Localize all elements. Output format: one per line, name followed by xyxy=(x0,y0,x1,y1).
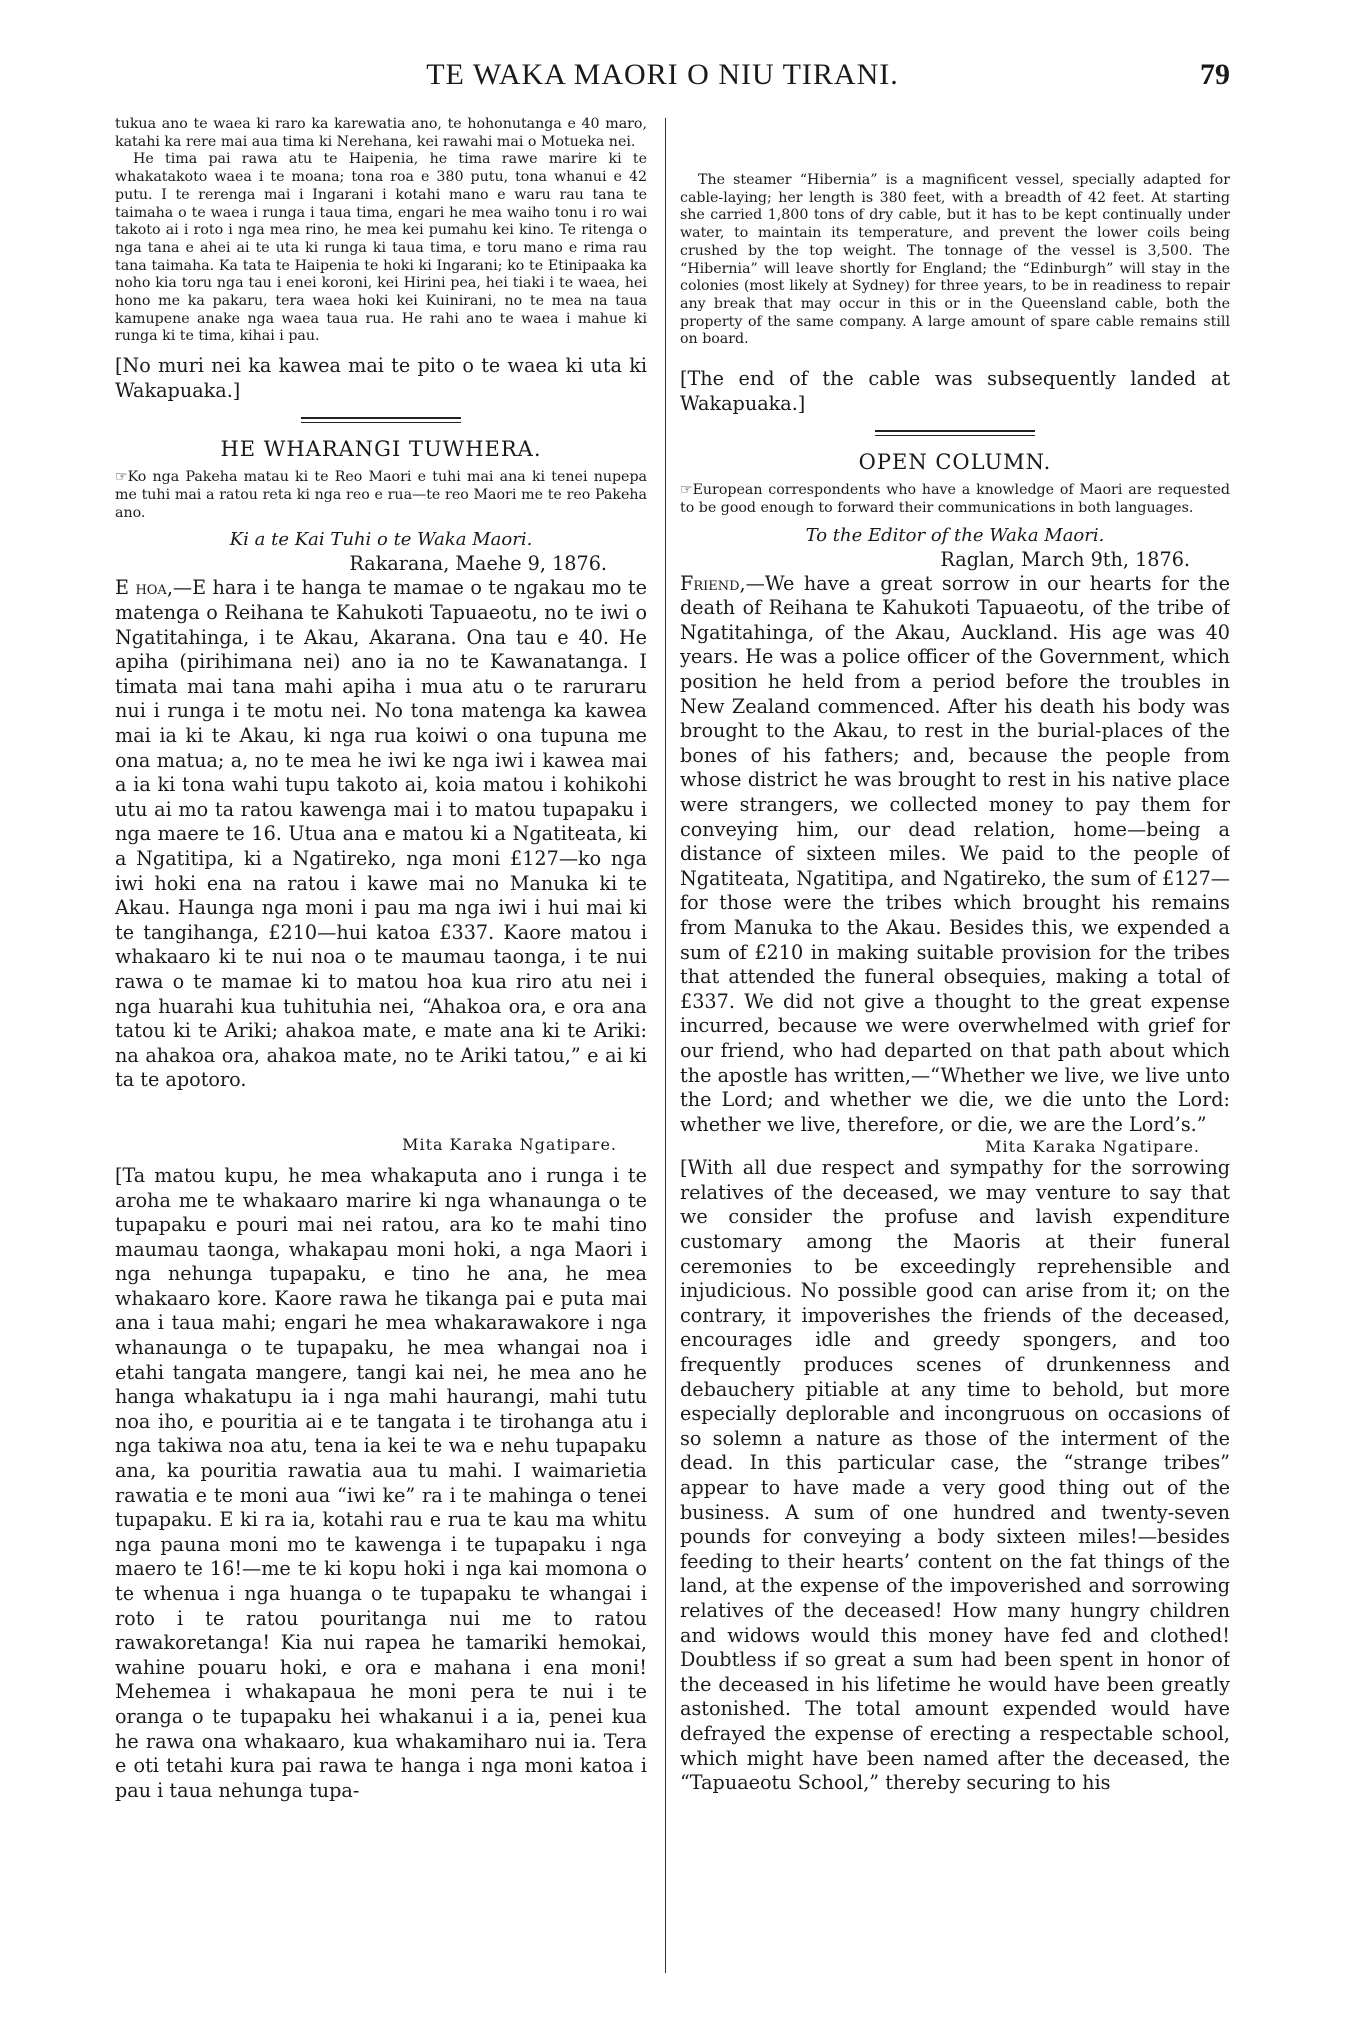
letter-dateline: Rakarana, Maehe 9, 1876. xyxy=(349,552,607,576)
letter-text: —We have a great sorrow in our hearts for the death of Reihana te Kahukoti Tapuaeotu, of the tribe of Ngatitahinga, of the Akau, Auckland. His age was 40 years. He was a police officer of the Government, which position he held from a period before the troubles in New Zealand commenced. After his death his body was brought to the Akau, to rest in the burial-places of the bones of his fathers; and, because the people from whose district he was brought to rest in his native place were strangers, we collected money to pay them for conveying him, our dead relation, home—being a distance of sixteen miles. We paid to the people of Ngatiteata, Ngatitipa, and Ngatireko, the sum of £127—for those were the tribes which brought his remains from Manuka to the Akau. Besides this, we expended a sum of £210 in making suitable provision for the tribes that attended the funeral obsequies, making a total of £337. We did not give a thought to the great expense incurred, because we were overwhelmed with grief for our friend, who had departed on that path about which the apostle has written,—“Whether we live, we live unto the Lord; and whether we die, we die unto the Lord: whether we live, therefore, or die, we are the Lord’s.” xyxy=(680,571,1230,1136)
letter-signature: Mita Karaka Ngatipare. xyxy=(402,1134,617,1154)
cable-paragraph-1: tukua ano te waea ki raro ka karewatia ano, te hohonutanga e 40 maro, katahi ka rere mai aua tima ki Nerehana, kei rawahi mai o Motueka nei. xyxy=(115,116,647,150)
letter-dateline: Raglan, March 9th, 1876. xyxy=(940,547,1190,571)
open-column-notice xyxy=(115,469,647,522)
letter-signature: Mita Karaka Ngatipare. xyxy=(985,1137,1200,1157)
letter-salutation: E hoa, xyxy=(115,576,173,600)
pointing-hand-icon: ☞ xyxy=(115,469,128,486)
open-column-heading: HE WHARANGI TUWHERA. xyxy=(220,437,542,462)
section-rule xyxy=(875,430,1035,436)
cable-note: [No muri nei ka kawea mai te pito o te waea ki uta ki Wakapuaka.] xyxy=(115,354,647,402)
pointing-hand-icon: ☞ xyxy=(680,482,693,499)
letter-body xyxy=(115,576,647,1092)
open-notice-text: European correspondents who have a knowledge of Maori are requested to be good enough to forward their communications in both languages. xyxy=(680,482,1230,516)
editor-reply: [Ta matou kupu, he mea whakaputa ano i runga i te aroha me te whakaaro marire ki nga whanaunga o te tupapaku e pouri mai nei ratou, ara ko te mahi tino maumau taonga, whakapau moni hoki, a nga Maori i nga nehunga tupapaku, e tino he ana, he mea whakaaro kore. Kaore rawa he tikanga pai e puta mai ana i taua mahi; engari he mea whakarawakore i nga whanaunga o te tupapaku, he mea whangai noa i etahi tangata mangere, tangi kai nei, he mea ano he hanga whakatupu ia i nga mahi haurangi, mahi tutu noa iho, e pouritia ai e te tangata i te tirohanga atu i nga takiwa noa atu, tena ia kei te wa e nehu tupapaku ana, ka pouritia rawatia aua tu mahi. I waimarietia rawatia e te moni aua “iwi ke” ra i te mahinga o tenei tupapaku. E ki ra ia, kotahi rau e rua te kau ma whitu nga pauna moni mo te kawenga i te tupapaku i nga maero te 16!—me te ki kopu hoki i nga kai momona o te whenua i nga huanga o te tupapaku te whangai i roto i te ratou pouritanga nui me to ratou rawakoretanga! Kia nui rapea he tamariki hemokai, wahine pouaru hoki, e ora e mahana i ena moni! Mehemea i whakapaua he moni pera te nui i te oranga o te tupapaku hei whakanui i a ia, penei kua he rawa ona whakaaro, kua whakamiharo nui ia. Tera e oti tetahi kura pai rawa te hanga i nga moni katoa i pau i taua nehunga tupa- xyxy=(115,1163,647,1802)
open-notice-text: Ko nga Pakeha matau ki te Reo Maori e tuhi mai ana ki tenei nupepa me tuhi mai a ratou reta ki nga reo e rua—te reo Maori me te reo Pakeha ano. xyxy=(115,469,647,521)
open-column-notice xyxy=(680,482,1230,517)
cable-paragraph: The steamer “Hibernia” is a magnificent vessel, specially adapted for cable-laying; her length is 380 feet, with a breadth of 42 feet. At starting she carried 1,800 tons of dry cable, but it has to be kept continually under water, to maintain its temperature, and prevent the lower coils being crushed by the top weight. The tonnage of the vessel is 3,500. The “Hibernia” will leave shortly for England; the “Edinburgh” will stay in the colonies (most likely at Sydney) for three years, to be in readiness to repair any break that may occur in this or in the Queensland cable, both the property of the same company. A large amount of spare cable remains still on board. xyxy=(680,172,1230,348)
page-number: 79 xyxy=(1200,58,1230,91)
letter-body xyxy=(680,572,1230,1138)
editor-address: Ki a te Kai Tuhi o te Waka Maori. xyxy=(229,529,533,551)
english-column xyxy=(680,116,1230,1986)
section-rule xyxy=(301,417,461,423)
letter-salutation: Friend, xyxy=(680,571,746,595)
cable-note: [The end of the cable was subsequently landed at Wakapuaka.] xyxy=(680,367,1230,415)
page-header xyxy=(95,58,1230,108)
letter-text: —E hara i te hanga te mamae o te ngakau mo te matenga o Reihana te Kahukoti Tapuaeotu, no te iwi o Ngatitahinga, i te Akau, Akarana. Ona tau e 40. He apiha (pirihimana nei) ano ia no te Kawanatanga. I timata mai tana mahi apiha i mua atu o te raruraru nui i runga i te motu nei. No tona matenga ka kawea mai ia ki te Akau, ki nga rua koiwi o ona tupuna me ona matua; a, no te mea he iwi ke nga iwi i kawea mai a ia ki tona wahi tupu takoto ai, koia matou i kohikohi utu ai mo ta ratou kawenga mai i to matou tupapaku i nga maere te 16. Utua ana e matou ki a Ngatiteata, ki a Ngatitipa, ki a Ngatireko, nga moni £127—ko nga iwi hoki ena na ratou i kawe mai no Manuka ki te Akau. Haunga nga moni i pau ma nga iwi i hui mai ki te tangihanga, £210—hui katoa £337. Kaore matou i whakaaro ki te nui noa o te maumau taonga, i te nui rawa o te mamae ki to matou hoa kua riro atu nei i nga huarahi kua tuhituhia nei, “Ahakoa ora, e ora ana tatou ki te Ariki; ahakoa mate, e mate ana ki te Ariki: na ahakoa ora, ahakoa mate, no te Ariki tatou,” e ai ki ta te apotoro. xyxy=(115,576,647,1092)
column-divider xyxy=(665,118,666,1973)
cable-paragraph-2: He tima pai rawa atu te Haipenia, he tima rawe marire ki te whakatakoto waea i te moana; tona roa e 380 putu, tona whanui e 42 putu. I te rerenga mai i Ingarani i kotahi mano e waru rau tana te taimaha o te waea i runga i taua tima, engari he mea waiho tonu i ro wai takoto ai i roto i nga mea rino, he mea kei pumahu kei kino. Te ritenga o nga tana e ahei ai te uta ki runga ki taua tima, e toru mano e rima rau tana taimaha. Ka tata te Haipenia te hoki ki Ingarani; ko te Etinipaaka ka noho kia toru nga tau i enei koroni, kei Hirini pea, hei tiaki i te waea, hei hono me ka pakaru, tera waea hoki kei Kuinirani, no te mea na taua kamupene anake nga waea taua rua. He rahi ano te waea i mahue ki runga ki te tima, kihai i pau. xyxy=(115,151,647,345)
newspaper-title: TE WAKA MAORI O NIU TIRANI. xyxy=(426,58,899,91)
open-column-heading: OPEN COLUMN. xyxy=(858,450,1052,475)
editor-address: To the Editor of the Waka Maori. xyxy=(805,524,1105,546)
maori-column xyxy=(115,116,647,1986)
editor-reply: [With all due respect and sympathy for the sorrowing relatives of the deceased, we may venture to say that we consider the profuse and lavish expenditure customary among the Maoris at their funeral ceremonies to be exceedingly reprehensible and injudicious. No possible good can arise from it; on the contrary, it impoverishes the friends of the deceased, encourages idle and greedy spongers, and too frequently produces scenes of drunkenness and debauchery pitiable at any time to behold, but more especially deplorable and incongruous on occasions of so solemn a nature as those of the interment of the dead. In this particular case, the “strange tribes” appear to have made a very good thing out of the business. A sum of one hundred and twenty-seven pounds for conveying a body sixteen miles!—besides feeding to their hearts’ content on the fat things of the land, at the expense of the impoverished and sorrowing relatives of the deceased! How many hungry children and widows would this money have fed and clothed! Doubtless if so great a sum had been spent in honor of the deceased in his lifetime he would have been greatly astonished. The total amount expended would have defrayed the expense of erecting a respectable school, which might have been named after the deceased, the “Tapuaeotu School,” thereby securing to his xyxy=(680,1156,1230,1795)
